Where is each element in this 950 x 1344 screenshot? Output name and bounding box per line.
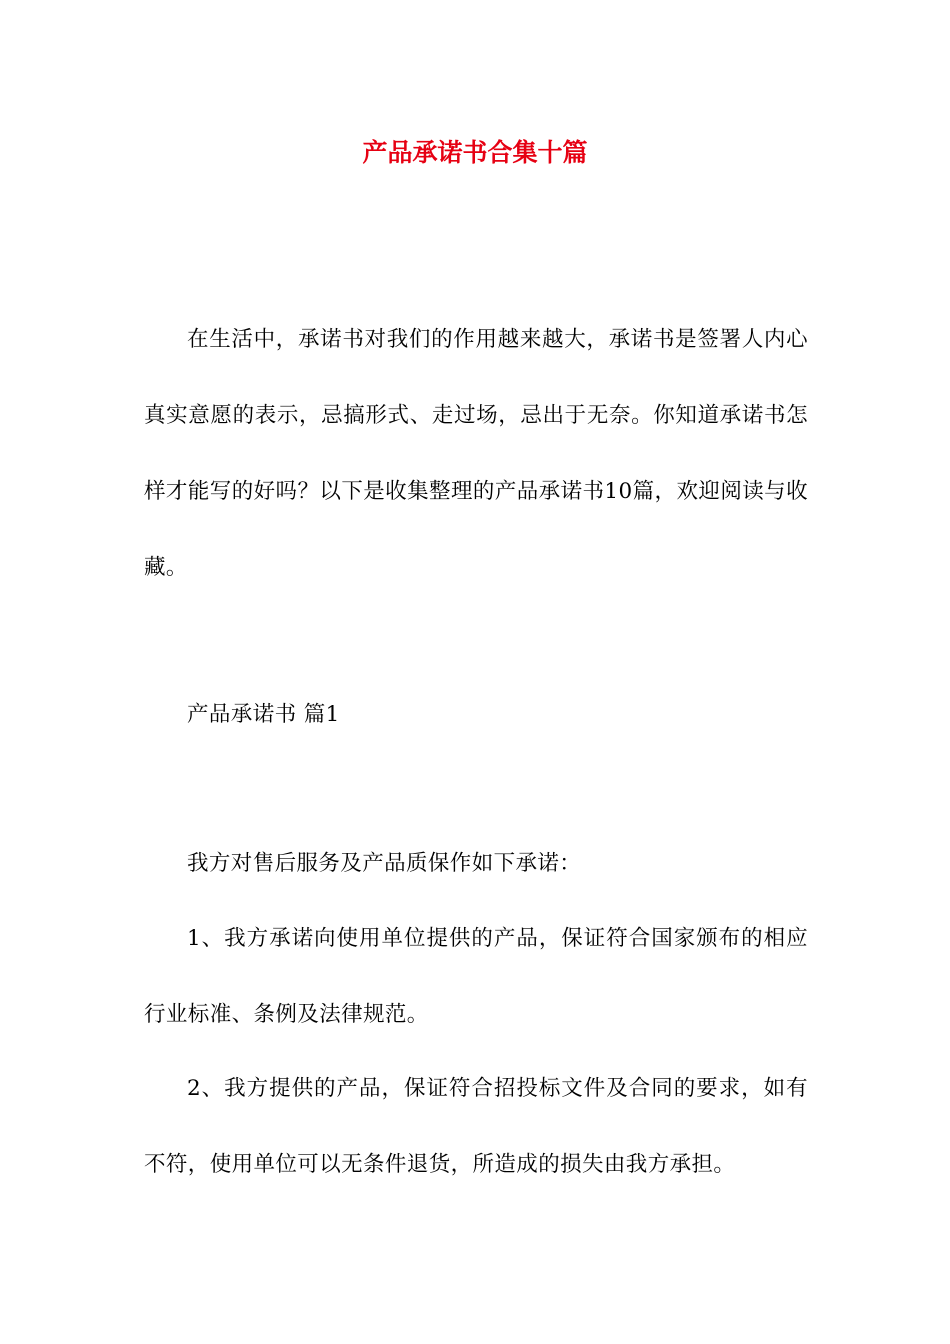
commitment-item-2: 2、我方提供的产品，保证符合招投标文件及合同的要求，如有不符，使用单位可以无条件退货，所造成的损失由我方承担。 <box>144 1076 808 1177</box>
section-heading: 产品承诺书 篇1 <box>187 702 340 727</box>
preamble-paragraph: 我方对售后服务及产品质保作如下承诺： <box>187 851 582 876</box>
document-title: 产品承诺书合集十篇 <box>362 138 588 167</box>
commitment-item-1: 1、我方承诺向使用单位提供的产品，保证符合国家颁布的相应行业标准、条例及法律规范。 <box>144 926 808 1027</box>
intro-paragraph: 在生活中，承诺书对我们的作用越来越大，承诺书是签署人内心真实意愿的表示，忌搞形式、走过场，忌出于无奈。你知道承诺书怎样才能写的好吗？以下是收集整理的产品承诺书10篇，欢迎阅读与收藏。 <box>144 327 808 580</box>
